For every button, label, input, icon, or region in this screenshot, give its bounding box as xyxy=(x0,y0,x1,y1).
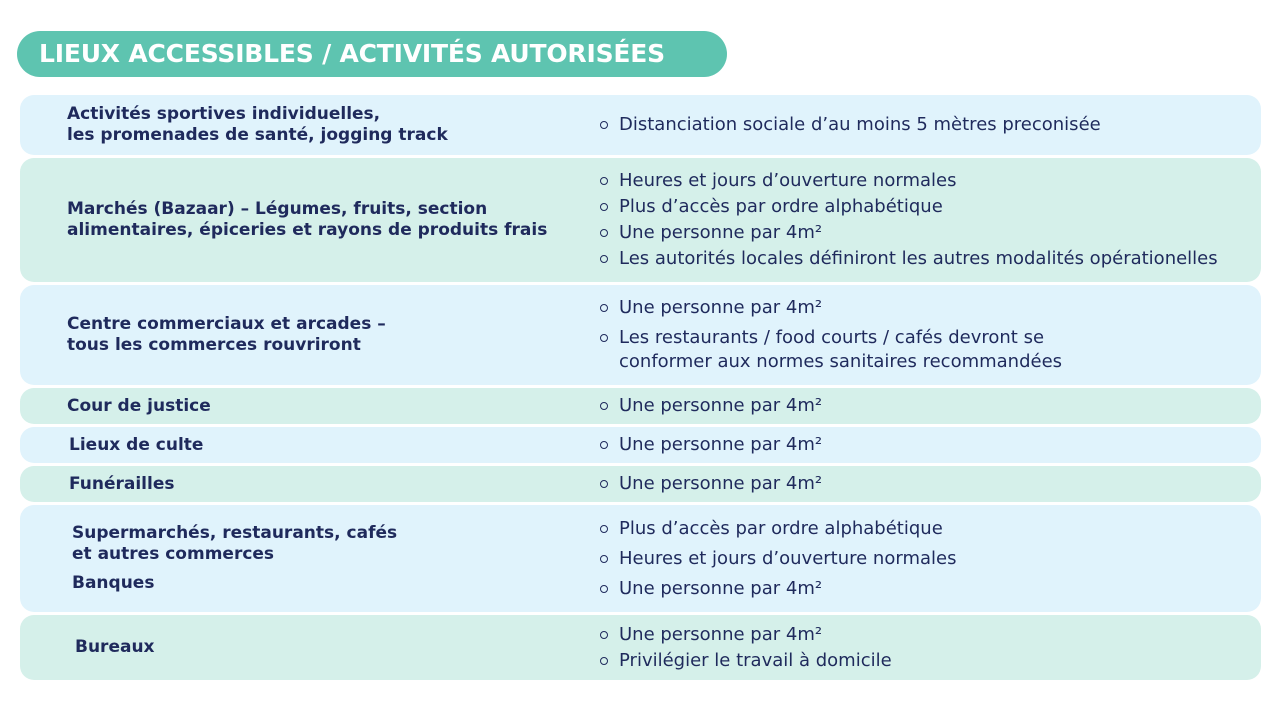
table-row xyxy=(20,427,1261,463)
rule-item: Une personne par 4m² xyxy=(600,394,1250,418)
rules-cell xyxy=(600,158,1250,282)
rule-item: Une personne par 4m² xyxy=(600,623,1250,647)
rule-item: Heures et jours d’ouverture normales xyxy=(600,547,1250,571)
bullet-circle-icon xyxy=(600,402,608,410)
table-row xyxy=(20,388,1261,424)
bullet-circle-icon xyxy=(600,480,608,488)
bullet-circle-icon xyxy=(600,555,608,563)
bullet-circle-icon xyxy=(600,657,608,665)
rule-item: Les autorités locales définiront les autres modalités opérationelles xyxy=(600,247,1250,271)
place-label: Funérailles xyxy=(69,473,175,494)
rules-cell xyxy=(600,388,1250,424)
rule-item: Une personne par 4m² xyxy=(600,472,1250,496)
rule-item: Heures et jours d’ouverture normales xyxy=(600,169,1250,193)
rules-cell xyxy=(600,427,1250,463)
table-row xyxy=(20,466,1261,502)
place-cell xyxy=(72,505,592,612)
table-row xyxy=(20,158,1261,282)
bullet-circle-icon xyxy=(600,255,608,263)
place-label: Banques xyxy=(72,573,155,593)
page-title: LIEUX ACCESSIBLES / ACTIVITÉS AUTORISÉES xyxy=(17,31,727,77)
rule-item: Plus d’accès par ordre alphabétique xyxy=(600,195,1250,219)
rule-item: Une personne par 4m² xyxy=(600,296,1250,320)
rules-cell xyxy=(600,285,1250,385)
bullet-circle-icon xyxy=(600,203,608,211)
table-row xyxy=(20,285,1261,385)
place-label: Bureaux xyxy=(75,637,155,657)
place-label: Marchés (Bazaar) – Légumes, fruits, section alimentaires, épiceries et rayons de produits frais xyxy=(67,199,548,240)
bullet-circle-icon xyxy=(600,631,608,639)
place-cell xyxy=(75,615,595,680)
rule-item: Les restaurants / food courts / cafés devront se conformer aux normes sanitaires recommandées xyxy=(600,326,1250,374)
bullet-circle-icon xyxy=(600,525,608,533)
bullet-circle-icon xyxy=(600,121,608,129)
bullet-circle-icon xyxy=(600,441,608,449)
place-label: Supermarchés, restaurants, cafés et autres commerces xyxy=(72,523,398,564)
rule-item: Une personne par 4m² xyxy=(600,577,1250,601)
bullet-circle-icon xyxy=(600,334,608,342)
place-cell xyxy=(69,466,589,502)
place-label: Lieux de culte xyxy=(69,434,204,455)
rule-item: Distanciation sociale d’au moins 5 mètres preconisée xyxy=(600,113,1250,137)
bullet-circle-icon xyxy=(600,585,608,593)
rule-item: Privilégier le travail à domicile xyxy=(600,649,1250,673)
rule-item: Une personne par 4m² xyxy=(600,221,1250,245)
place-cell xyxy=(67,95,587,155)
place-cell xyxy=(67,158,587,282)
table-row xyxy=(20,95,1261,155)
rule-item: Une personne par 4m² xyxy=(600,433,1250,457)
bullet-circle-icon xyxy=(600,229,608,237)
rules-cell xyxy=(600,466,1250,502)
table-row xyxy=(20,615,1261,680)
rules-cell xyxy=(600,505,1250,612)
bullet-circle-icon xyxy=(600,177,608,185)
place-cell xyxy=(69,427,589,463)
bullet-circle-icon xyxy=(600,304,608,312)
rules-cell xyxy=(600,615,1250,680)
place-label: Activités sportives individuelles, les promenades de santé, jogging track xyxy=(67,104,448,145)
table-row xyxy=(20,505,1261,612)
place-label: Centre commerciaux et arcades – tous les commerces rouvriront xyxy=(67,314,386,355)
rule-item: Plus d’accès par ordre alphabétique xyxy=(600,517,1250,541)
place-cell xyxy=(67,388,587,424)
place-label: Cour de justice xyxy=(67,395,211,416)
rules-cell xyxy=(600,95,1250,155)
place-cell xyxy=(67,285,587,385)
